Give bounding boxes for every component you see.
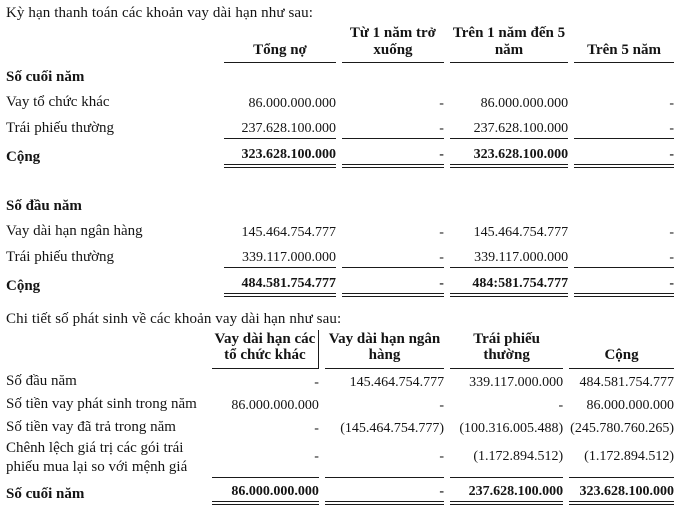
header-spacer <box>6 24 218 63</box>
amount-cell: 237.628.100.000 <box>450 113 568 139</box>
column-header: Từ 1 năm trở xuống <box>342 24 444 63</box>
amount-cell <box>574 192 674 217</box>
table-row <box>6 369 674 392</box>
amount-cell: - <box>212 438 319 478</box>
amount-cell: - <box>439 398 445 414</box>
amount-cell: - <box>574 139 674 168</box>
header-row <box>6 24 674 63</box>
row-label: Trái phiếu thường <box>6 119 115 136</box>
amount-cell: - <box>342 242 444 268</box>
row-label: Số đầu năm <box>6 373 77 390</box>
column-header: Trên 1 năm đến 5 năm <box>450 24 568 63</box>
amount-cell: - <box>574 242 674 268</box>
column-header: Tổng nợ <box>224 24 336 63</box>
total-row <box>6 478 674 505</box>
amount-cell: - <box>439 95 444 111</box>
amount-cell <box>342 192 444 217</box>
table-row <box>6 217 674 242</box>
amount-cell: (145.464.754.777) <box>340 421 445 437</box>
amount-cell: - <box>669 224 674 240</box>
amount-cell: 145.464.754.777 <box>349 375 445 391</box>
row-label: Số cuối năm <box>6 68 85 85</box>
column-header: Trên 5 năm <box>574 24 674 63</box>
amount-cell: - <box>314 375 319 391</box>
row-label: Số đầu năm <box>6 197 82 214</box>
column-header: Vay dài hạn ngân hàng <box>325 330 444 370</box>
amount-cell: 323.628.100.000 <box>224 139 336 168</box>
amount-cell: 86.000.000.000 <box>586 398 674 414</box>
header-spacer <box>6 330 206 370</box>
spacer-row <box>6 168 674 192</box>
row-label: Chênh lệch giá trị các gói trái phiếu mua lại so với mệnh giá <box>6 440 188 475</box>
amount-cell: 323.628.100.000 <box>569 478 674 505</box>
amount-cell: 339.117.000.000 <box>469 375 564 391</box>
amount-cell: (245.780.760.265) <box>570 421 674 437</box>
amount-cell: - <box>325 438 444 478</box>
amount-cell <box>450 192 568 217</box>
amount-cell: - <box>342 139 444 168</box>
amount-cell: 339.117.000.000 <box>450 242 568 268</box>
amount-cell: - <box>439 224 444 240</box>
maturity-schedule-table <box>0 24 680 297</box>
row-label: Trái phiếu thường <box>6 248 115 265</box>
amount-cell: - <box>342 268 444 297</box>
row-label: Cộng <box>6 277 41 294</box>
amount-cell: (1.172.894.512) <box>569 438 674 478</box>
column-header: Trái phiếu thường <box>450 330 563 370</box>
movement-table <box>0 330 680 505</box>
row-label: Số cuối năm <box>6 485 85 502</box>
section-row <box>6 63 674 88</box>
amount-cell <box>224 63 336 88</box>
table-row <box>6 392 674 415</box>
column-header: Vay dài hạn các tổ chức khác <box>212 330 319 370</box>
amount-cell <box>574 63 674 88</box>
section-row <box>6 192 674 217</box>
amount-cell: 145.464.754.777 <box>241 224 337 240</box>
amount-cell <box>342 63 444 88</box>
header-row <box>6 330 674 370</box>
amount-cell: 339.117.000.000 <box>224 242 336 268</box>
amount-cell: 86.000.000.000 <box>231 398 319 414</box>
row-label: Vay dài hạn ngân hàng <box>6 222 143 239</box>
amount-cell: (1.172.894.512) <box>450 438 563 478</box>
amount-cell: 323.628.100.000 <box>450 139 568 168</box>
column-header: Cộng <box>569 330 674 370</box>
amount-cell: 484.581.754.777 <box>579 375 674 391</box>
amount-cell: - <box>574 268 674 297</box>
row-label: Số tiền vay phát sinh trong năm <box>6 396 197 413</box>
amount-cell: - <box>325 478 444 505</box>
movement-section-title: Chi tiết số phát sinh về các khoản vay dài hạn như sau: <box>6 310 342 327</box>
row-label: Cộng <box>6 148 41 165</box>
row-label: Số tiền vay đã trả trong năm <box>6 419 176 436</box>
amount-cell: - <box>558 398 564 414</box>
total-row <box>6 268 674 297</box>
amount-cell: - <box>669 95 674 111</box>
amount-cell <box>450 63 568 88</box>
amount-cell: 145.464.754.777 <box>473 224 569 240</box>
amount-cell: 484:581.754.777 <box>450 268 568 297</box>
table-row <box>6 88 674 113</box>
amount-cell: 86.000.000.000 <box>212 478 319 505</box>
amount-cell: (100.316.005.488) <box>459 421 564 437</box>
amount-cell: 86.000.000.000 <box>480 95 569 111</box>
amount-cell: - <box>342 113 444 139</box>
amount-cell: 86.000.000.000 <box>248 95 337 111</box>
amount-cell: - <box>314 421 319 437</box>
table-row <box>6 415 674 438</box>
maturity-section-title: Kỳ hạn thanh toán các khoản vay dài hạn như sau: <box>6 5 314 21</box>
amount-cell: - <box>574 113 674 139</box>
table-row <box>6 113 674 139</box>
row-label: Vay tổ chức khác <box>6 93 110 110</box>
amount-cell: 484.581.754.777 <box>224 268 336 297</box>
amount-cell: 237.628.100.000 <box>450 478 563 505</box>
table-row <box>6 242 674 268</box>
amount-cell: 237.628.100.000 <box>224 113 336 139</box>
amount-cell <box>224 192 336 217</box>
total-row <box>6 139 674 168</box>
table-row <box>6 438 674 478</box>
